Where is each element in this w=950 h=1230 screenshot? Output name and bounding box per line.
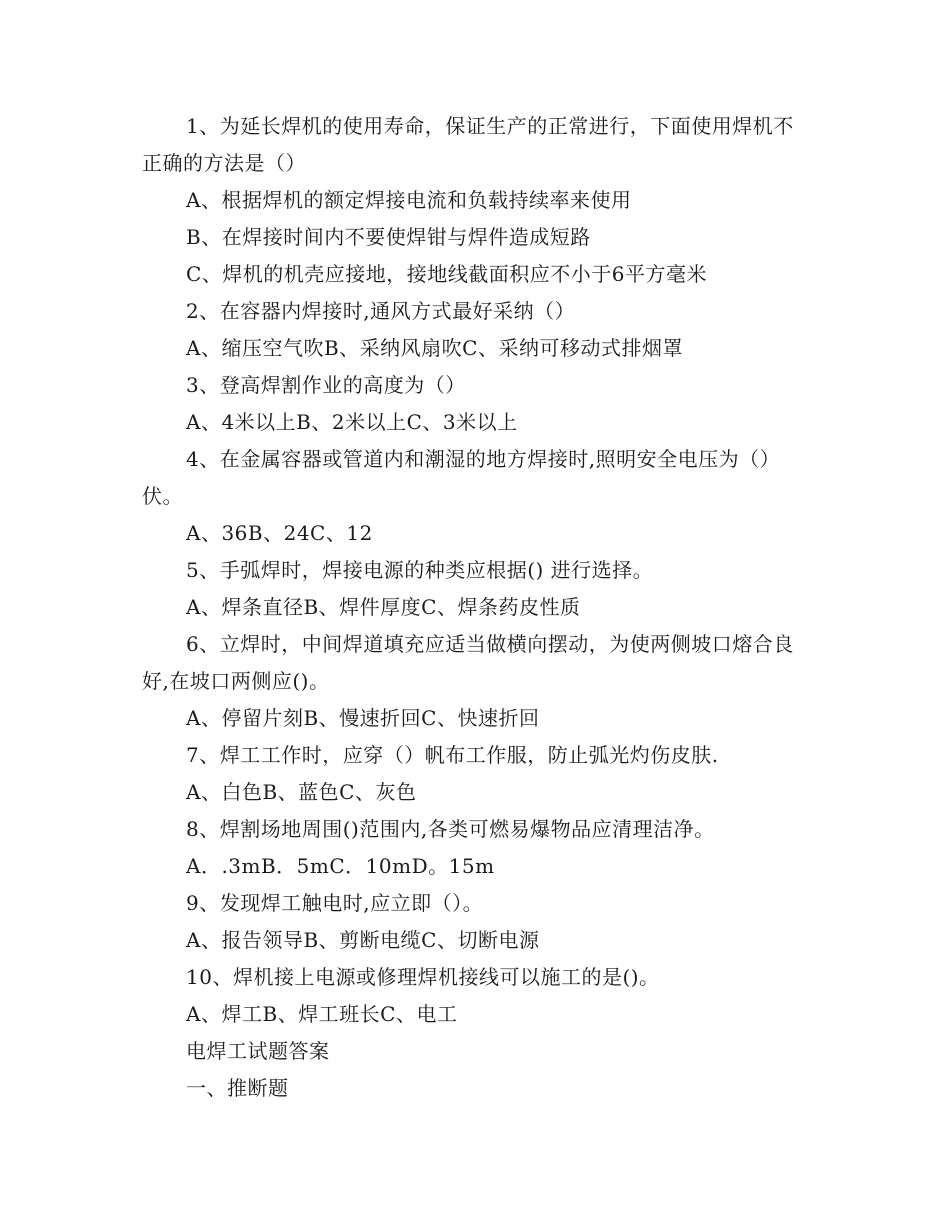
question-3-text: 3、登高焊割作业的高度为（） [186, 373, 466, 397]
question-7-options: A、白色B、蓝色C、灰色 [186, 780, 417, 804]
question-2-text: 2、在容器内焊接时,通风方式最好采纳（） [186, 299, 576, 323]
answers-heading: 电焊工试题答案 [186, 1039, 330, 1063]
question-1-option-c: C、焊机的机壳应接地，接地线截面积应不小于6平方毫米 [186, 262, 708, 286]
document-body [142, 108, 808, 1107]
question-10-text: 10、焊机接上电源或修理焊机接线可以施工的是()。 [186, 965, 660, 989]
question-4-options: A、36B、24C、12 [186, 521, 373, 545]
question-4-text: 4、在金属容器或管道内和潮湿的地方焊接时,照明安全电压为（）伏。 [142, 447, 781, 508]
question-1-option-a: A、根据焊机的额定焊接电流和负载持续率来使用 [186, 188, 632, 212]
section-heading: 一、推断题 [186, 1076, 289, 1100]
question-6-text: 6、立焊时，中间焊道填充应适当做横向摆动，为使两侧坡口熔合良好,在坡口两侧应()。 [142, 632, 794, 693]
question-1-option-b: B、在焊接时间内不要使焊钳与焊件造成短路 [186, 225, 591, 249]
question-2-options: A、缩压空气吹B、采纳风扇吹C、采纳可移动式排烟罩 [186, 336, 683, 360]
question-3-options: A、4米以上B、2米以上C、3米以上 [186, 410, 518, 434]
question-5-text: 5、手弧焊时，焊接电源的种类应根据() 进行选择。 [186, 558, 654, 582]
question-6-options: A、停留片刻B、慢速折回C、快速折回 [186, 706, 540, 730]
question-9-options: A、报告领导B、剪断电缆C、切断电源 [186, 928, 540, 952]
question-7-text: 7、焊工工作时，应穿（）帆布工作服，防止弧光灼伤皮肤. [186, 743, 719, 767]
question-1-text: 1、为延长焊机的使用寿命，保证生产的正常进行，下面使用焊机不正确的方法是（） [142, 114, 794, 175]
question-9-text: 9、发现焊工触电时,应立即（）。 [186, 891, 484, 915]
question-5-options: A、焊条直径B、焊件厚度C、焊条药皮性质 [186, 595, 581, 619]
question-8-options: A．.3mB．5mC．10mD。15m [186, 854, 495, 878]
question-10-options: A、焊工B、焊工班长C、电工 [186, 1002, 458, 1026]
question-8-text: 8、焊割场地周围()范围内,各类可燃易爆物品应清理洁净。 [186, 817, 715, 841]
